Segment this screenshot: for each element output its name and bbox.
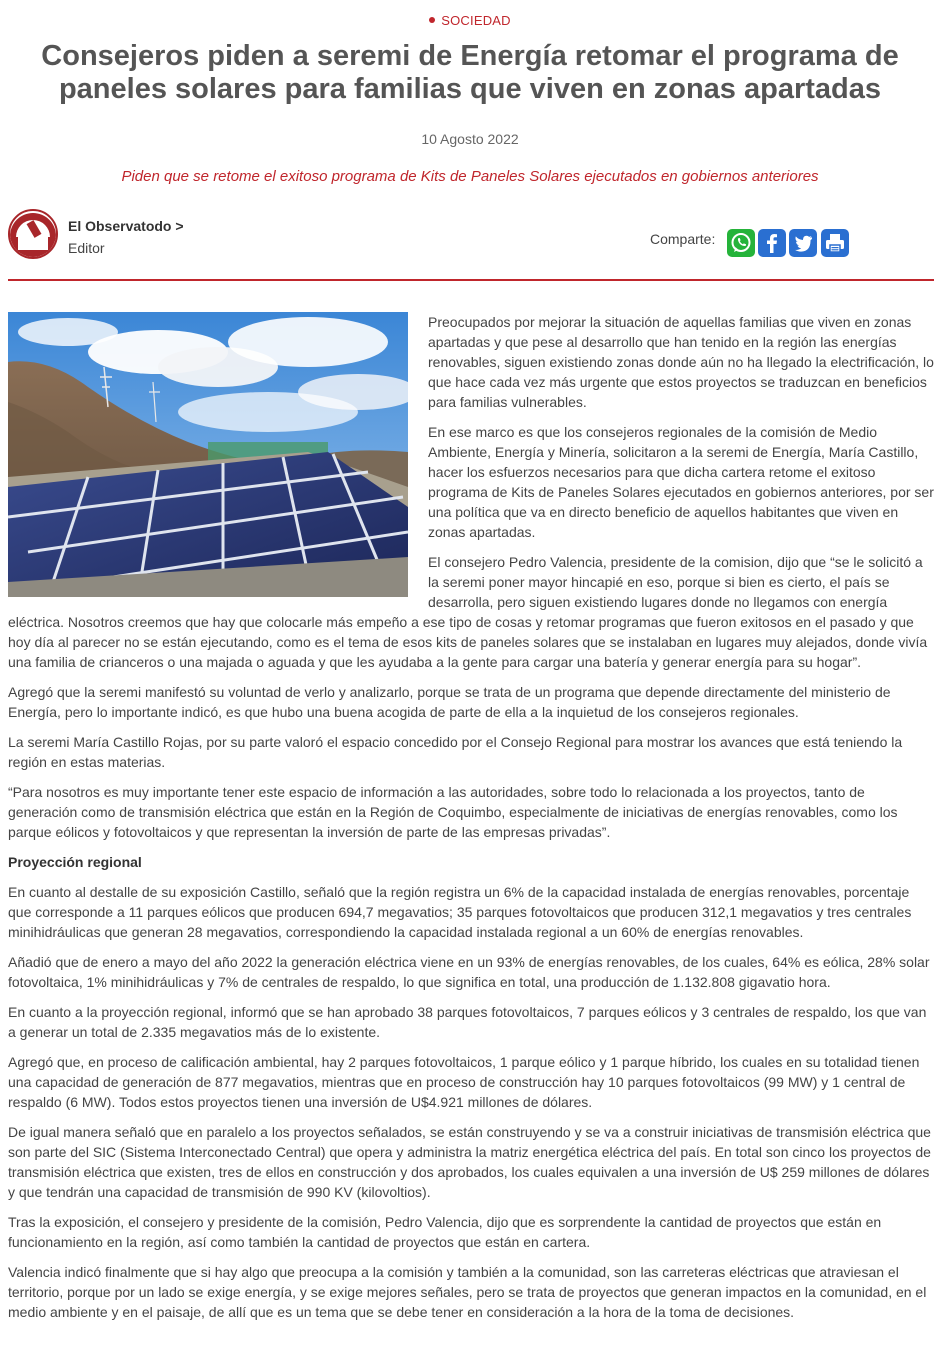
solar-panel-photo-image	[8, 312, 408, 597]
article-paragraph: Añadió que de enero a mayo del año 2022 la generación eléctrica viene en un 93% de energías renovables, de los cuales, 64% es eólica, 28% solar fotovoltaica, 1% minihidráulicas y 7% de centrales de respaldo, lo que significa en total, una producción de 1.132.808 gigavatio hora.	[8, 954, 930, 990]
article-paragraph: Tras la exposición, el consejero y presidente de la comisión, Pedro Valencia, dijo que es sorprendente la cantidad de proyectos que están en funcionamiento en la región, así como también la cantidad de proyectos que están en cartera.	[8, 1214, 882, 1250]
facebook-icon	[758, 229, 786, 257]
article-paragraph: Preocupados por mejorar la situación de aquellas familias que viven en zonas apartadas y que pese al desarrollo que han tenido en la región las energías renovables, siguen existiendo zonas donde aún no ha llegado la electrificación, lo que hace cada vez más urgente que estos proyectos se traduzcan en beneficios para familias vulnerables.	[428, 314, 934, 410]
article-paragraph: Agregó que la seremi manifestó su voluntad de verlo y analizarlo, porque se trata de un programa que depende directamente del ministerio de Energía, pero lo importante indicó, es que hubo una buena acogida de parte de ella a la inquietud de los consejeros regionales.	[8, 684, 891, 720]
article-paragraph: La seremi María Castillo Rojas, por su parte valoró el espacio concedido por el Consejo Regional para mostrar los avances que está teniendo la región en estas materias.	[8, 734, 903, 770]
share-label: Comparte:	[650, 231, 716, 247]
category-label[interactable]	[0, 13, 940, 28]
article-paragraph: De igual manera señaló que en paralelo a los proyectos señalados, se están construyendo y se va a construir iniciativas de transmisión eléctrica que son parte del SIC (Sistema Interconectado Central) que opera y administra la matriz energética eléctrica del país. En total son cinco los proyectos de transmisión eléctrica que existen, tres de ellos en construcción y dos aprobados, los cuales equivalen a una inversión de U$ 259 millones de dólares y que tendrán una capacidad de transmisión de 990 KV (kilovoltios).	[8, 1124, 931, 1200]
article-paragraph: En ese marco es que los consejeros regionales de la comisión de Medio Ambiente, Energía y Minería, solicitaron a la seremi de Energía, María Castillo, hacer los esfuerzos necesarios para que dicha cartera retome el exitoso programa de Kits de Paneles Solares ejecutados en gobiernos anteriores, por ser una política que va en directo beneficio de aquellos habitantes que viven en zonas apartadas.	[428, 424, 934, 540]
article-photo[interactable]	[8, 312, 408, 597]
article-paragraph: El consejero Pedro Valencia, presidente de la comision, dijo que “se le solicitó a la seremi poner mayor hincapié en eso, porque si bien es cierto, el país se desarrolla, pero siguen existiendo lugares donde no llegamos con energía eléctrica. Nosotros creemos que hay que colocarle más empeño a ese tipo de cosas y retomar programas que fueron exitosos en el pasado y que hoy día al parecer no se están ejecutando, como es el tema de esos kits de paneles solares que se instalaban en lugares muy alejados, donde vivía una familia de crianceros o una majada o aguada y que les ayudaba a la gente para cargar una batería y generar energía para su hogar”.	[8, 554, 928, 670]
article-paragraph: En cuanto a la proyección regional, informó que se han aprobado 38 parques fotovoltaicos, 7 parques eólicos y 3 centrales de respaldo, los que van a generar un total de 2.335 megavatios más de lo existente.	[8, 1004, 927, 1040]
whatsapp-icon	[727, 229, 755, 257]
observatory-logo-icon	[10, 211, 58, 259]
share-facebook-button[interactable]	[758, 229, 786, 257]
section-subheading: Proyección regional	[8, 854, 142, 870]
share-print-button[interactable]	[821, 229, 849, 257]
article-paragraph: Agregó que, en proceso de calificación ambiental, hay 2 parques fotovoltaicos, 1 parque eólico y 1 parque híbrido, los cuales en su totalidad tienen una capacidad de generación de 877 megavatios, mientras que en proceso de construcción hay 10 parques fotovoltaicos (99 MW) y 1 central de respaldo (6 MW). Todos estos proyectos tienen una inversión de U$4.921 millones de dólares.	[8, 1054, 920, 1110]
article-title: Consejeros piden a seremi de Energía retomar el programa de paneles solares para familias que viven en zonas apartadas	[41, 40, 899, 105]
print-icon	[821, 229, 849, 257]
twitter-icon	[789, 229, 817, 257]
author-role: Editor	[68, 240, 105, 256]
share-whatsapp-button[interactable]	[727, 229, 755, 257]
author-avatar[interactable]	[8, 209, 58, 259]
article-paragraph: “Para nosotros es muy importante tener este espacio de información a las autoridades, sobre todo lo relacionada a los proyectos, tanto de generación como de transmisión eléctrica que están en la Región de Coquimbo, especialmente de iniciativas de energías renovables, como los parque eólicos y fotovoltaicos y que representan la inversión de parte de las empresas privadas”.	[8, 784, 898, 840]
category-text: SOCIEDAD	[441, 13, 511, 28]
article-lead: Piden que se retome el exitoso programa de Kits de Paneles Solares ejecutados en gobiernos anteriores	[121, 168, 819, 185]
header-divider	[8, 279, 934, 281]
article-paragraph: En cuanto al destalle de su exposición Castillo, señaló que la región registra un 6% de la capacidad instalada de energías renovables, porcentaje que corresponde a 11 parques eólicos que producen 694,7 megavatios; 35 parques fotovoltaicos que producen 312,1 megavatios y tres centrales minihidráulicas que generan 28 megavatios, correspondiendo la capacidad instalada regional a un 60% de energías renovables.	[8, 884, 912, 940]
category-dot-icon	[429, 17, 435, 23]
article-date: 10 Agosto 2022	[421, 131, 519, 147]
article-body	[8, 312, 934, 1332]
share-twitter-button[interactable]	[789, 229, 817, 257]
article-paragraph: Valencia indicó finalmente que si hay algo que preocupa a la comisión y también a la comunidad, son las carreteras eléctricas que atraviesan el territorio, porque por un lado se exige energía, y se exige mejores señales, pero se trata de proyectos que generan impactos en la comunidad, en el medio ambiente y en el paisaje, de allí que es un tema que se debe tener en consideración a la hora de la toma de decisiones.	[8, 1264, 927, 1320]
author-name-link[interactable]: El Observatodo >	[68, 218, 184, 234]
